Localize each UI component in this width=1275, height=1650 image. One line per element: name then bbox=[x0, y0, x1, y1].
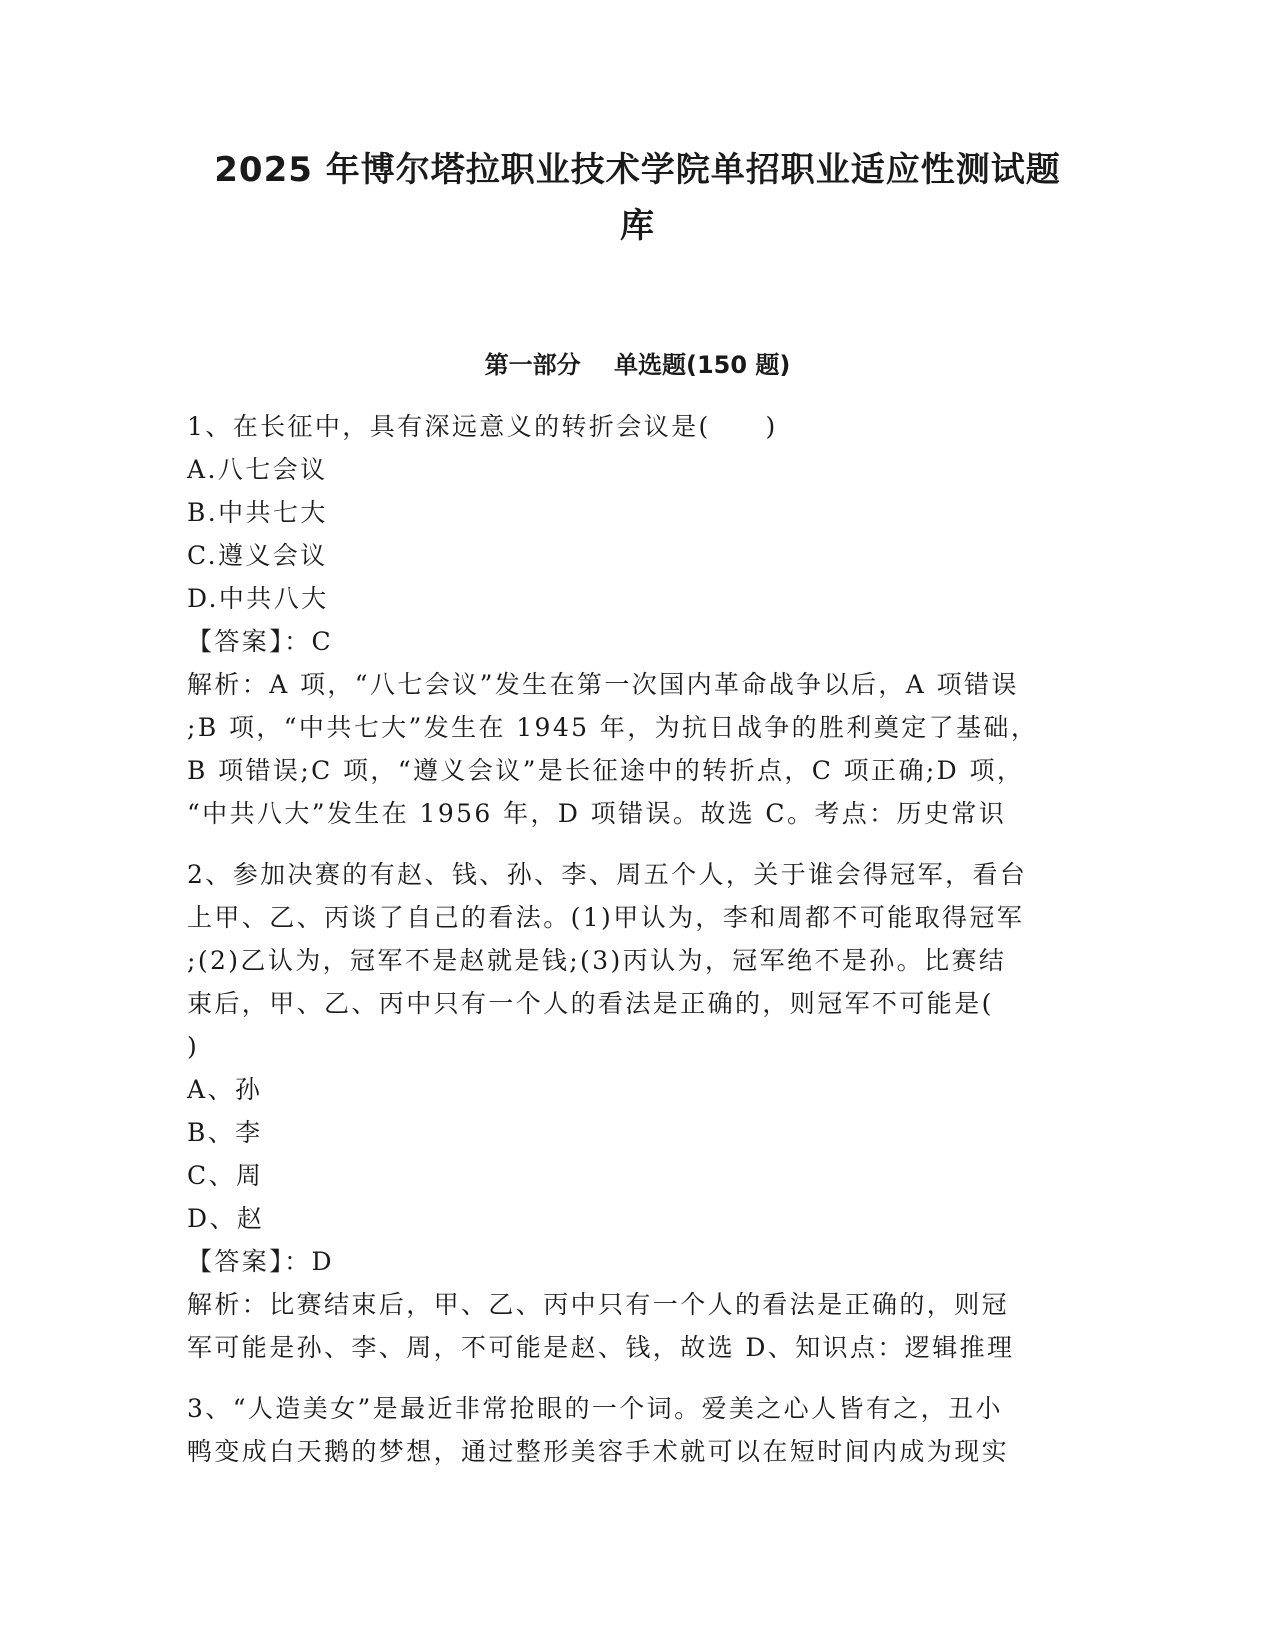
question-stem: ;(2)乙认为，冠军不是赵就是钱;(3)丙认为，冠军绝不是孙。比赛结 bbox=[187, 946, 1007, 975]
option-d: D、赵 bbox=[187, 1204, 265, 1233]
option-c: C、周 bbox=[187, 1161, 264, 1190]
answer-label: 【答案】：C bbox=[187, 627, 334, 656]
question-stem: 2、参加决赛的有赵、钱、孙、李、周五个人，关于谁会得冠军，看台 bbox=[187, 860, 1028, 889]
question-stem: 上甲、乙、丙谈了自己的看法。(1)甲认为，李和周都不可能取得冠军 bbox=[187, 903, 1025, 932]
document-title bbox=[150, 142, 1125, 254]
question-stem: 束后，甲、乙、丙中只有一个人的看法是正确的，则冠军不可能是( bbox=[187, 989, 994, 1018]
title-line-1: 2025 年博尔塔拉职业技术学院单招职业适应性测试题 bbox=[214, 150, 1061, 190]
question-stem: 3、“人造美女”是最近非常抢眼的一个词。爱美之心人皆有之，丑小 bbox=[187, 1394, 1003, 1423]
option-d: D.中共八大 bbox=[187, 584, 329, 613]
question-stem: ) bbox=[187, 1032, 200, 1061]
analysis-line: 军可能是孙、李、周，不可能是赵、钱，故选 D、知识点：逻辑推理 bbox=[187, 1333, 1015, 1362]
question-3 bbox=[187, 1387, 1087, 1473]
question-1 bbox=[187, 405, 1087, 835]
analysis-line: 解析：比赛结束后，甲、乙、丙中只有一个人的看法是正确的，则冠 bbox=[187, 1290, 1010, 1319]
analysis-line: ;B 项，“中共七大”发生在 1945 年，为抗日战争的胜利奠定了基础， bbox=[187, 713, 1039, 742]
analysis-line: 解析：A 项，“八七会议”发生在第一次国内革命战争以后，A 项错误 bbox=[187, 670, 1019, 699]
option-a: A.八七会议 bbox=[187, 455, 328, 484]
question-2 bbox=[187, 853, 1087, 1369]
option-c: C.遵义会议 bbox=[187, 541, 328, 570]
question-stem: 鸭变成白天鹅的梦想，通过整形美容手术就可以在短时间内成为现实 bbox=[187, 1437, 1010, 1466]
analysis-line: “中共八大”发生在 1956 年，D 项错误。故选 C。考点：历史常识 bbox=[187, 799, 1007, 828]
question-list bbox=[187, 405, 1087, 1491]
analysis-line: B 项错误;C 项，“遵义会议”是长征途中的转折点，C 项正确;D 项， bbox=[187, 756, 1025, 785]
answer-label: 【答案】：D bbox=[187, 1247, 334, 1276]
option-b: B.中共七大 bbox=[187, 498, 328, 527]
section-heading: 第一部分 单选题(150 题) bbox=[484, 351, 791, 379]
option-a: A、孙 bbox=[187, 1075, 263, 1104]
question-stem: 1、在长征中，具有深远意义的转折会议是( ) bbox=[187, 412, 778, 441]
option-b: B、李 bbox=[187, 1118, 263, 1147]
title-line-2: 库 bbox=[620, 206, 655, 246]
